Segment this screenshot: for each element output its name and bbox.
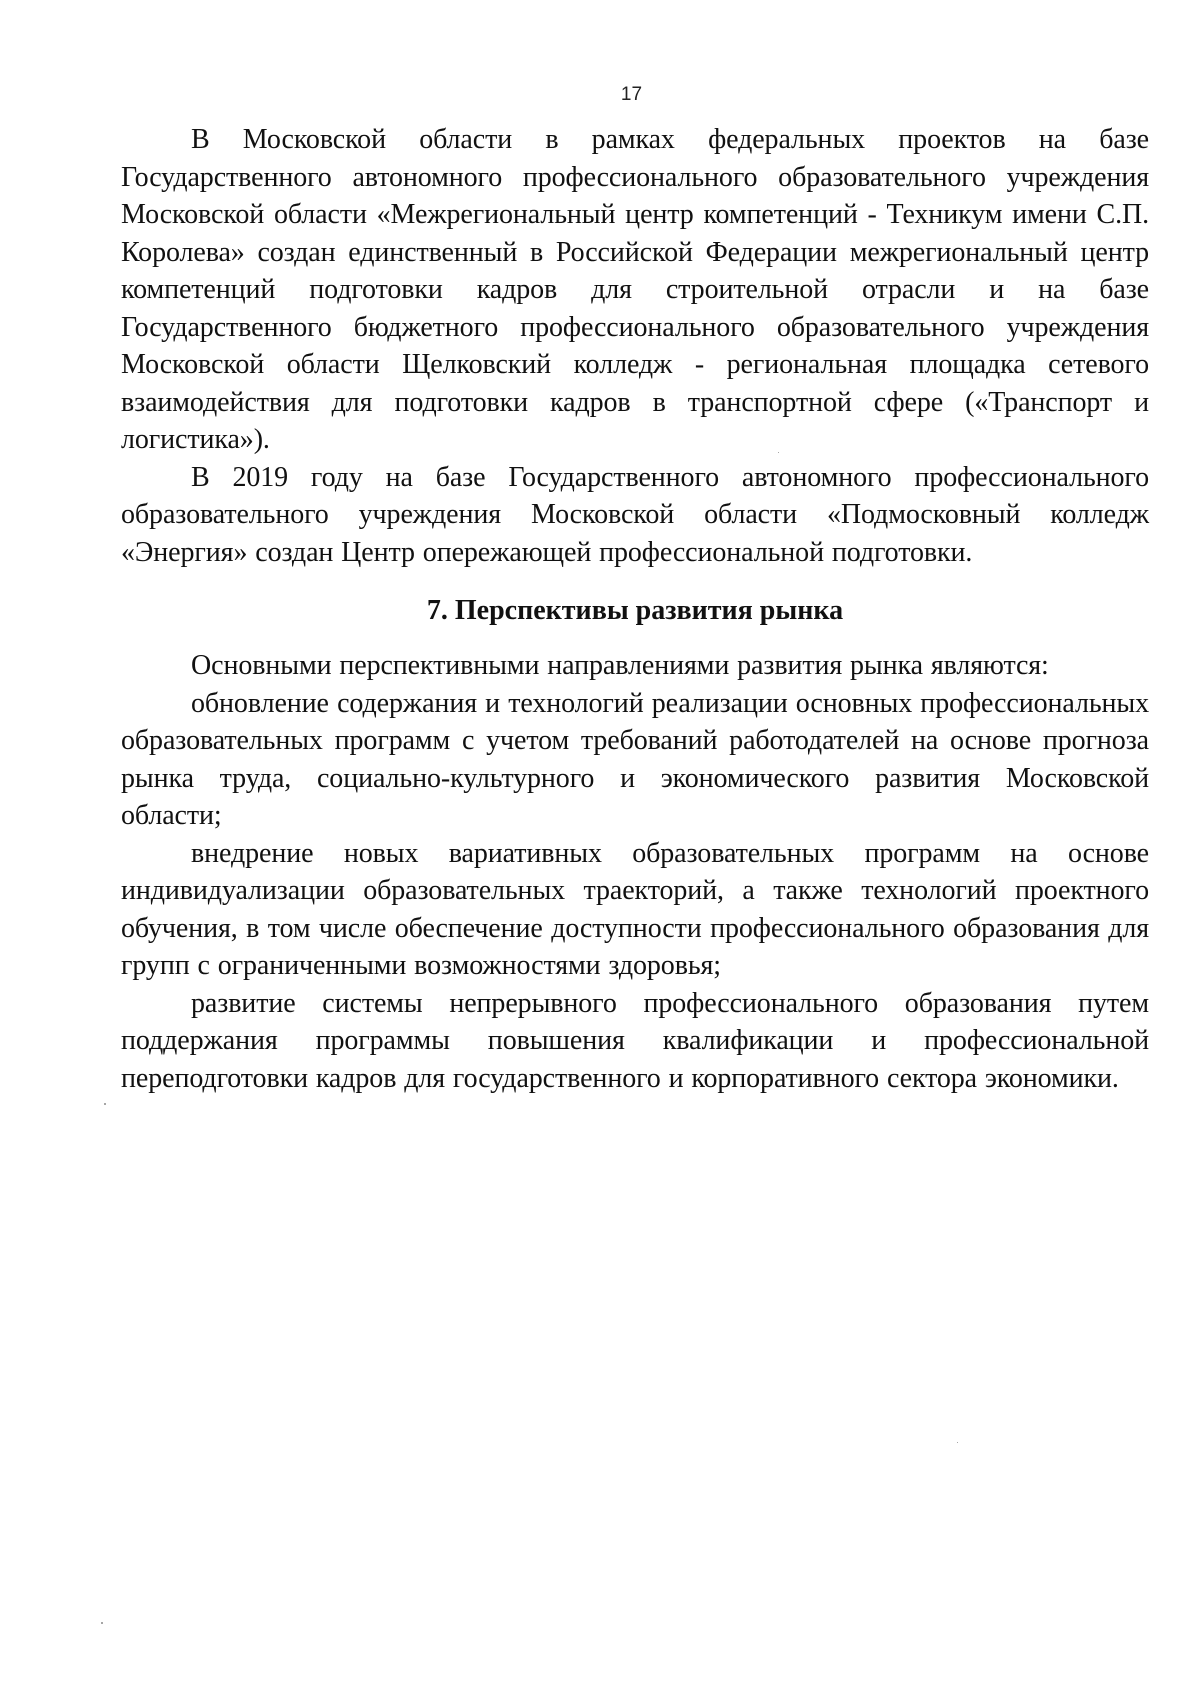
paragraph-direction-continuous-education: развитие системы непрерывного профессионального образования путем поддержания программы повышения квалификации и профессиональной переподготовки кадров для государственного и корпоративного сектора экономики. <box>121 987 1149 1094</box>
page-number: 17 <box>620 84 643 105</box>
section-title: 7. Перспективы развития рынка <box>426 595 844 626</box>
paragraph-regional-centers: В Московской области в рамках федеральных проектов на базе Государственного автономного профессионального образовательного учреждения Московской области «Межрегиональный центр компетенций - Техникум имени С.П. Королева» создан единственный в Российской Федерации межрегиональный центр компетенций подготовки кадров для строительной отрасли и на базе Государственного бюджетного профессионального образовательного учреждения Московской области Щелковский колледж - региональная площадка сетевого взаимодействия для подготовки кадров в транспортной сфере («Транспорт и логистика»). <box>121 124 1149 455</box>
scan-speck <box>101 1622 103 1624</box>
paragraph-directions-intro: Основными перспективными направлениями развития рынка являются: <box>191 650 1049 681</box>
paragraph-direction-program-update: обновление содержания и технологий реализации основных профессиональных образовательных программ с учетом требований работодателей на основе прогноза рынка труда, социально-культурного и экономического развития Московской области; <box>121 687 1149 831</box>
document-body <box>121 121 1149 1097</box>
paragraph-advanced-training-center: В 2019 году на базе Государственного автономного профессионального образовательного учреждения Московской области «Подмосковный колледж «Энергия» создан Центр опережающей профессиональной подготовки. <box>121 461 1149 568</box>
scan-speck <box>957 1442 958 1443</box>
scan-speck <box>778 452 779 453</box>
paragraph-direction-new-programs: внедрение новых вариативных образовательных программ на основе индивидуализации образовательных траекторий, а также технологий проектного обучения, в том числе обеспечение доступности профессионального образования для групп с ограниченными возможностями здоровья; <box>121 837 1149 981</box>
scan-speck <box>104 1103 106 1105</box>
